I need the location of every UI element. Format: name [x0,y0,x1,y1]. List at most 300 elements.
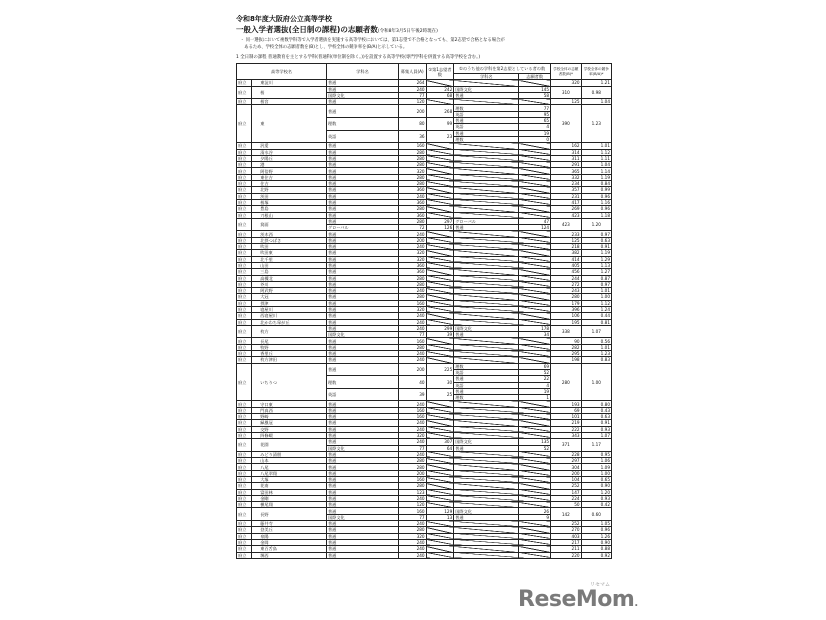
school-name-cell: 八尾 [252,464,327,470]
school-name-cell: 北野 [252,187,327,193]
first-choice-cell: 68 [426,92,454,98]
second-count-cell: 47 [519,218,551,224]
competition-ratio-cell: 1.01 [581,344,611,350]
first-choice-cell: 64 [426,445,454,451]
second-count-cell: 95 [519,111,551,117]
total-applicants-cell: 125 [551,237,581,243]
total-applicants-cell: 390 [551,105,581,143]
course-name-cell: 国際文化 [326,92,398,98]
total-applicants-cell: 320 [551,80,581,86]
second-course-cell: 国際文化 [454,439,519,445]
prefecture-cell: 府立 [237,483,252,489]
course-name-cell: 普通 [326,244,398,250]
prefecture-cell: 府立 [237,294,252,300]
total-applicants-cell: 396 [551,306,581,312]
capacity-cell: 39 [398,388,426,401]
course-name-cell: 普通 [326,357,398,363]
course-name-cell: 普通 [326,477,398,483]
course-name-cell: 普通 [326,439,398,445]
course-name-cell: 国際文化 [326,445,398,451]
course-name-cell: 普通 [326,193,398,199]
prefecture-cell: 府立 [237,300,252,306]
school-name-cell: 花園 [252,439,327,452]
second-course-cell: 英語 [454,369,519,375]
competition-ratio-cell: 0.90 [581,539,611,545]
capacity-cell: 77 [398,92,426,98]
course-name-cell: 普通 [326,155,398,161]
capacity-cell: 280 [398,458,426,464]
header-course: 学科名 [326,64,398,80]
competition-ratio-cell: 0.96 [581,206,611,212]
header-ratio: 学校全体の競争率(B/A)* [581,64,611,80]
course-name-cell: 普通 [326,533,398,539]
competition-ratio-cell: 1.09 [581,464,611,470]
course-name-cell: 普通 [326,269,398,275]
competition-ratio-cell: 0.44 [581,313,611,319]
capacity-cell: 240 [398,313,426,319]
watermark-text: ReseMom [518,587,635,612]
prefecture-cell: 府立 [237,495,252,501]
school-name-cell: 北摂つばさ [252,237,327,243]
header-second-choice-group: ①のうち他の学科を第2志望としている者の数 [454,64,551,74]
competition-ratio-cell: 1.01 [581,288,611,294]
school-name-cell: 枚方津田 [252,357,327,363]
prefecture-cell: 府立 [237,344,252,350]
total-applicants-cell: 280 [551,294,581,300]
course-name-cell: 国際文化 [326,514,398,520]
school-name-cell: 八尾翠翔 [252,470,327,476]
prefecture-cell: 府立 [237,168,252,174]
course-name-cell: 普通 [326,351,398,357]
course-name-cell: 普通 [326,502,398,508]
school-name-cell: 登美丘 [252,527,327,533]
total-applicants-cell: 228 [551,451,581,457]
first-choice-cell: 23 [426,130,454,143]
subtitle-text: 一般入学者選抜(全日制の課程)の志願者数 [236,25,378,34]
course-name-cell: 普通 [326,199,398,205]
school-name-cell: 清水谷 [252,149,327,155]
competition-ratio-cell: 1.16 [581,199,611,205]
school-name-cell: 花南 [252,483,327,489]
first-choice-cell: 39 [426,332,454,338]
capacity-cell: 240 [398,495,426,501]
second-course-cell: 国際文化 [454,86,519,92]
capacity-cell: 240 [398,86,426,92]
competition-ratio-cell: 1.00 [581,363,611,401]
second-count-cell: 1 [519,395,551,401]
capacity-cell: 240 [398,244,426,250]
capacity-cell: 240 [398,552,426,558]
course-name-cell: 英語 [326,130,398,143]
competition-ratio-cell: 0.93 [581,495,611,501]
course-name-cell: 普通 [326,99,398,105]
capacity-cell: 77 [398,445,426,451]
school-name-cell: 枚方 [252,325,327,338]
competition-ratio-cell: 0.88 [581,546,611,552]
capacity-cell: 264 [398,80,426,86]
capacity-cell: 160 [398,338,426,344]
capacity-cell: 280 [398,275,426,281]
prefecture-cell: 府立 [237,338,252,344]
competition-ratio-cell: 0.43 [581,407,611,413]
second-count-cell: 69 [519,363,551,369]
total-applicants-cell: 218 [551,244,581,250]
course-name-cell: 普通 [326,306,398,312]
total-applicants-cell: 231 [551,193,581,199]
competition-ratio-cell: 1.18 [581,212,611,218]
second-count-cell [519,552,551,558]
school-name-cell: 堺西 [252,552,327,558]
header-second-count: 志願者数 [519,74,551,80]
prefecture-cell: 府立 [237,357,252,363]
second-count-cell: 145 [519,86,551,92]
course-name-cell: 普通 [326,432,398,438]
capacity-cell: 36 [398,130,426,143]
competition-ratio-cell: 0.98 [581,86,611,99]
total-applicants-cell: 332 [551,174,581,180]
school-name-cell: 桜塚 [252,199,327,205]
total-applicants-cell: 423 [551,212,581,218]
second-course-cell: 理数 [454,136,519,142]
first-choice-cell: 25 [426,388,454,401]
school-name-cell: 夕陽丘 [252,155,327,161]
prefecture-cell: 府立 [237,414,252,420]
second-course-cell: グローバル [454,218,519,224]
capacity-cell: 280 [398,344,426,350]
course-name-cell: 普通 [326,288,398,294]
prefecture-cell: 府立 [237,451,252,457]
capacity-cell: 123 [398,489,426,495]
prefecture-cell: 府立 [237,508,252,521]
total-applicants-cell: 417 [551,199,581,205]
second-count-cell: 0 [519,136,551,142]
competition-ratio-cell: 0.56 [581,338,611,344]
course-name-cell: 普通 [326,483,398,489]
competition-ratio-cell: 0.96 [581,527,611,533]
school-name-cell: 桜宮 [252,99,327,105]
course-name-cell: 理数 [326,376,398,389]
total-applicants-cell: 357 [551,187,581,193]
prefecture-cell: 府立 [237,407,252,413]
competition-ratio-cell: 1.06 [581,458,611,464]
competition-ratio-cell: 1.07 [581,432,611,438]
prefecture-cell: 府立 [237,420,252,426]
total-applicants-cell: 252 [551,483,581,489]
prefecture-cell: 府立 [237,527,252,533]
prefecture-cell: 府立 [237,206,252,212]
capacity-cell: 240 [398,439,426,445]
second-course-cell: 普通 [454,376,519,382]
competition-ratio-cell: 1.20 [581,218,611,231]
total-applicants-cell: 243 [551,288,581,294]
prefecture-cell: 府立 [237,262,252,268]
prefecture-cell: 府立 [237,105,252,143]
course-name-cell: 普通 [326,363,398,376]
first-choice-cell: 297 [426,218,454,224]
second-course-cell: 国際文化 [454,508,519,514]
header-second-course: 学科名 [454,74,519,80]
total-applicants-cell: 198 [551,357,581,363]
capacity-cell: 160 [398,414,426,420]
second-count-cell: 65 [519,118,551,124]
school-name-cell: みどり清朋 [252,451,327,457]
second-course-cell: 理数 [454,363,519,369]
school-name-cell: 箕面 [252,218,327,231]
school-name-cell: 東 [252,105,327,143]
competition-ratio-cell: 1.13 [581,262,611,268]
course-name-cell: 普通 [326,86,398,92]
course-name-cell: 普通 [326,212,398,218]
capacity-cell: 240 [398,231,426,237]
second-count-cell: 22 [519,376,551,382]
school-name-cell: 牧野 [252,344,327,350]
course-name-cell: 普通 [326,206,398,212]
capacity-cell: 320 [398,256,426,262]
capacity-cell: 320 [398,533,426,539]
prefecture-cell: 府立 [237,458,252,464]
capacity-cell: 240 [398,420,426,426]
second-course-cell [454,552,519,558]
course-name-cell: 普通 [326,300,398,306]
second-course-cell: 普通 [454,332,519,338]
total-applicants-cell: 269 [551,206,581,212]
school-name-cell: いちりつ [252,363,327,401]
second-course-cell: 理数 [454,395,519,401]
competition-ratio-cell: 0.91 [581,420,611,426]
second-count-cell: 124 [519,225,551,231]
course-name-cell: 普通 [326,546,398,552]
table-row [237,218,612,224]
course-name-cell: 普通 [326,256,398,262]
prefecture-cell: 府立 [237,181,252,187]
table-row [237,86,612,92]
second-course-cell: 普通 [454,118,519,124]
capacity-cell: 240 [398,546,426,552]
capacity-cell: 160 [398,407,426,413]
second-count-cell: 34 [519,332,551,338]
course-name-cell: 普通 [326,313,398,319]
prefecture-cell: 府立 [237,470,252,476]
second-count-cell: 77 [519,105,551,111]
competition-ratio-cell: 0.63 [581,237,611,243]
applicants-table [236,63,612,559]
competition-ratio-cell: 1.21 [581,80,611,86]
course-name-cell: 普通 [326,80,398,86]
section-title: 1 全日制の課程 普通教育を主とする学科(普通科(単位制を除く。))を設置する高等学校(専門学科を併置する高等学校を含む。) [236,55,481,60]
school-name-cell: 豊島 [252,206,327,212]
prefecture-cell: 府立 [237,363,252,401]
school-name-cell: 東百舌鳥 [252,546,327,552]
competition-ratio-cell: 0.87 [581,275,611,281]
total-applicants-cell: 423 [551,218,581,231]
competition-ratio-cell: 1.26 [581,533,611,539]
first-choice-cell: 126 [426,225,454,231]
second-count-cell: 52 [519,369,551,375]
capacity-cell: 200 [398,105,426,118]
first-choice-cell: 30 [426,376,454,389]
second-course-cell: 国際文化 [454,325,519,331]
prefecture-cell: 府立 [237,275,252,281]
prefecture-cell: 府立 [237,80,252,86]
prefecture-cell: 府立 [237,319,252,325]
course-name-cell: 国際文化 [326,332,398,338]
course-name-cell: 普通 [326,401,398,407]
school-name-cell: 藤井寺 [252,521,327,527]
capacity-cell: 280 [398,181,426,187]
table-row [237,439,612,445]
prefecture-cell: 府立 [237,86,252,99]
table-row [237,363,612,369]
school-name-cell: 吹田 [252,244,327,250]
second-course-cell: 英語 [454,382,519,388]
prefecture-cell: 府立 [237,502,252,508]
capacity-cell: 360 [398,262,426,268]
capacity-cell: 120 [398,99,426,105]
first-choice-cell: 129 [426,508,454,514]
school-name-cell: 高槻北 [252,275,327,281]
capacity-cell: 160 [398,300,426,306]
school-name-cell: 汎愛 [252,143,327,149]
prefecture-cell: 府立 [237,187,252,193]
course-name-cell: 英語 [326,388,398,401]
competition-ratio-cell: 0.60 [581,508,611,521]
second-count-cell: 19 [519,388,551,394]
total-applicants-cell: 179 [551,300,581,306]
prefecture-cell: 府立 [237,199,252,205]
prefecture-cell: 府立 [237,250,252,256]
course-name-cell: 普通 [326,168,398,174]
competition-ratio-cell: 0.95 [581,451,611,457]
prefecture-cell: 府立 [237,212,252,218]
note-line-2: あるため、学校全体の志願者数を(B)とし、学校全体の競争率を(B/A)と示している。 [240,45,408,50]
course-name-cell: 普通 [326,338,398,344]
school-name-cell: 大塚 [252,477,327,483]
second-course-cell: 普通 [454,445,519,451]
course-name-cell: 普通 [326,521,398,527]
header-school: 高等学校名 [237,64,327,80]
competition-ratio-cell: 0.92 [581,552,611,558]
capacity-cell: 160 [398,508,426,514]
school-name-cell: 金剛 [252,495,327,501]
prefecture-cell: 府立 [237,552,252,558]
table-row [237,552,612,558]
school-name-cell: 山本 [252,458,327,464]
capacity-cell: 200 [398,363,426,376]
first-choice-cell: 13 [426,514,454,520]
course-name-cell: 普通 [326,470,398,476]
competition-ratio-cell: 1.12 [581,300,611,306]
school-name-cell: 大冠 [252,294,327,300]
school-name-cell: 住吉 [252,181,327,187]
prefecture-cell: 府立 [237,155,252,161]
total-applicants-cell: 282 [551,344,581,350]
prefecture-cell: 府立 [237,149,252,155]
total-applicants-cell: 280 [551,363,581,401]
second-count-cell: 4 [519,382,551,388]
school-name-cell: 阿倍野 [252,168,327,174]
school-name-cell: 吹田東 [252,250,327,256]
course-name-cell: 普通 [326,508,398,514]
total-applicants-cell: 219 [551,420,581,426]
school-name-cell: 港 [252,162,327,168]
prefecture-cell: 府立 [237,546,252,552]
capacity-cell: 320 [398,250,426,256]
second-count-cell: 52 [519,445,551,451]
total-applicants-cell: 244 [551,275,581,281]
capacity-cell: 120 [398,502,426,508]
capacity-cell: 280 [398,527,426,533]
prefecture-cell: 府立 [237,193,252,199]
competition-ratio-cell: 1.19 [581,250,611,256]
school-name-cell: 芥川 [252,281,327,287]
second-count-cell: 4 [519,124,551,130]
total-applicants-cell: 414 [551,256,581,262]
total-applicants-cell: 69 [551,407,581,413]
capacity-cell: 280 [398,162,426,168]
second-course-cell: 英語 [454,124,519,130]
prefecture-cell: 府立 [237,477,252,483]
total-applicants-cell: 382 [551,250,581,256]
course-name-cell: 普通 [326,451,398,457]
prefecture-cell: 府立 [237,539,252,545]
competition-ratio-cell: 1.01 [581,143,611,149]
competition-ratio-cell: 0.84 [581,181,611,187]
header-capacity: 募集人員(A) [398,64,426,80]
header-first-choice: ①第1志望者数 [426,64,454,80]
competition-ratio-cell: 0.99 [581,187,611,193]
first-choice-cell [426,552,454,558]
competition-ratio-cell: 0.65 [581,477,611,483]
competition-ratio-cell: 1.00 [581,470,611,476]
second-course-cell: 普通 [454,92,519,98]
school-name-cell: 東住吉 [252,174,327,180]
competition-ratio-cell: 0.96 [581,193,611,199]
total-applicants-cell: 147 [551,489,581,495]
prefecture-cell: 府立 [237,521,252,527]
capacity-cell: 240 [398,426,426,432]
total-applicants-cell: 343 [551,432,581,438]
total-applicants-cell: 405 [551,262,581,268]
note-line-1: ・ 同一選抜において複数学科等で入学者選抜を実施する高等学校においては、第1志望で不合格となっても、第2志望で合格となる場合が [240,38,505,43]
second-count-cell: 26 [519,508,551,514]
capacity-cell: 160 [398,143,426,149]
school-name-cell: 富田林 [252,489,327,495]
capacity-cell: 160 [398,477,426,483]
course-name-cell: 普通 [326,539,398,545]
prefecture-cell: 府立 [237,281,252,287]
competition-ratio-cell: 1.20 [581,489,611,495]
course-name-cell: 普通 [326,250,398,256]
course-name-cell: 普通 [326,162,398,168]
subtitle-timestamp: (令和8年3月5日午後2時現在) [377,29,438,34]
school-name-cell: 刀根山 [252,212,327,218]
course-name-cell: 普通 [326,187,398,193]
capacity-cell: 240 [398,401,426,407]
capacity-cell: 280 [398,218,426,224]
capacity-cell: 77 [398,332,426,338]
capacity-cell: 280 [398,464,426,470]
second-count-cell: 58 [519,92,551,98]
prefecture-cell: 府立 [237,306,252,312]
table-body [237,80,612,559]
school-name-cell: 桜 [252,86,327,99]
total-applicants-cell: 297 [551,458,581,464]
capacity-cell: 360 [398,187,426,193]
school-name-cell: 寝屋川 [252,306,327,312]
school-name-cell: 北千里 [252,256,327,262]
competition-ratio-cell: 0.80 [581,401,611,407]
course-name-cell: 普通 [326,344,398,350]
